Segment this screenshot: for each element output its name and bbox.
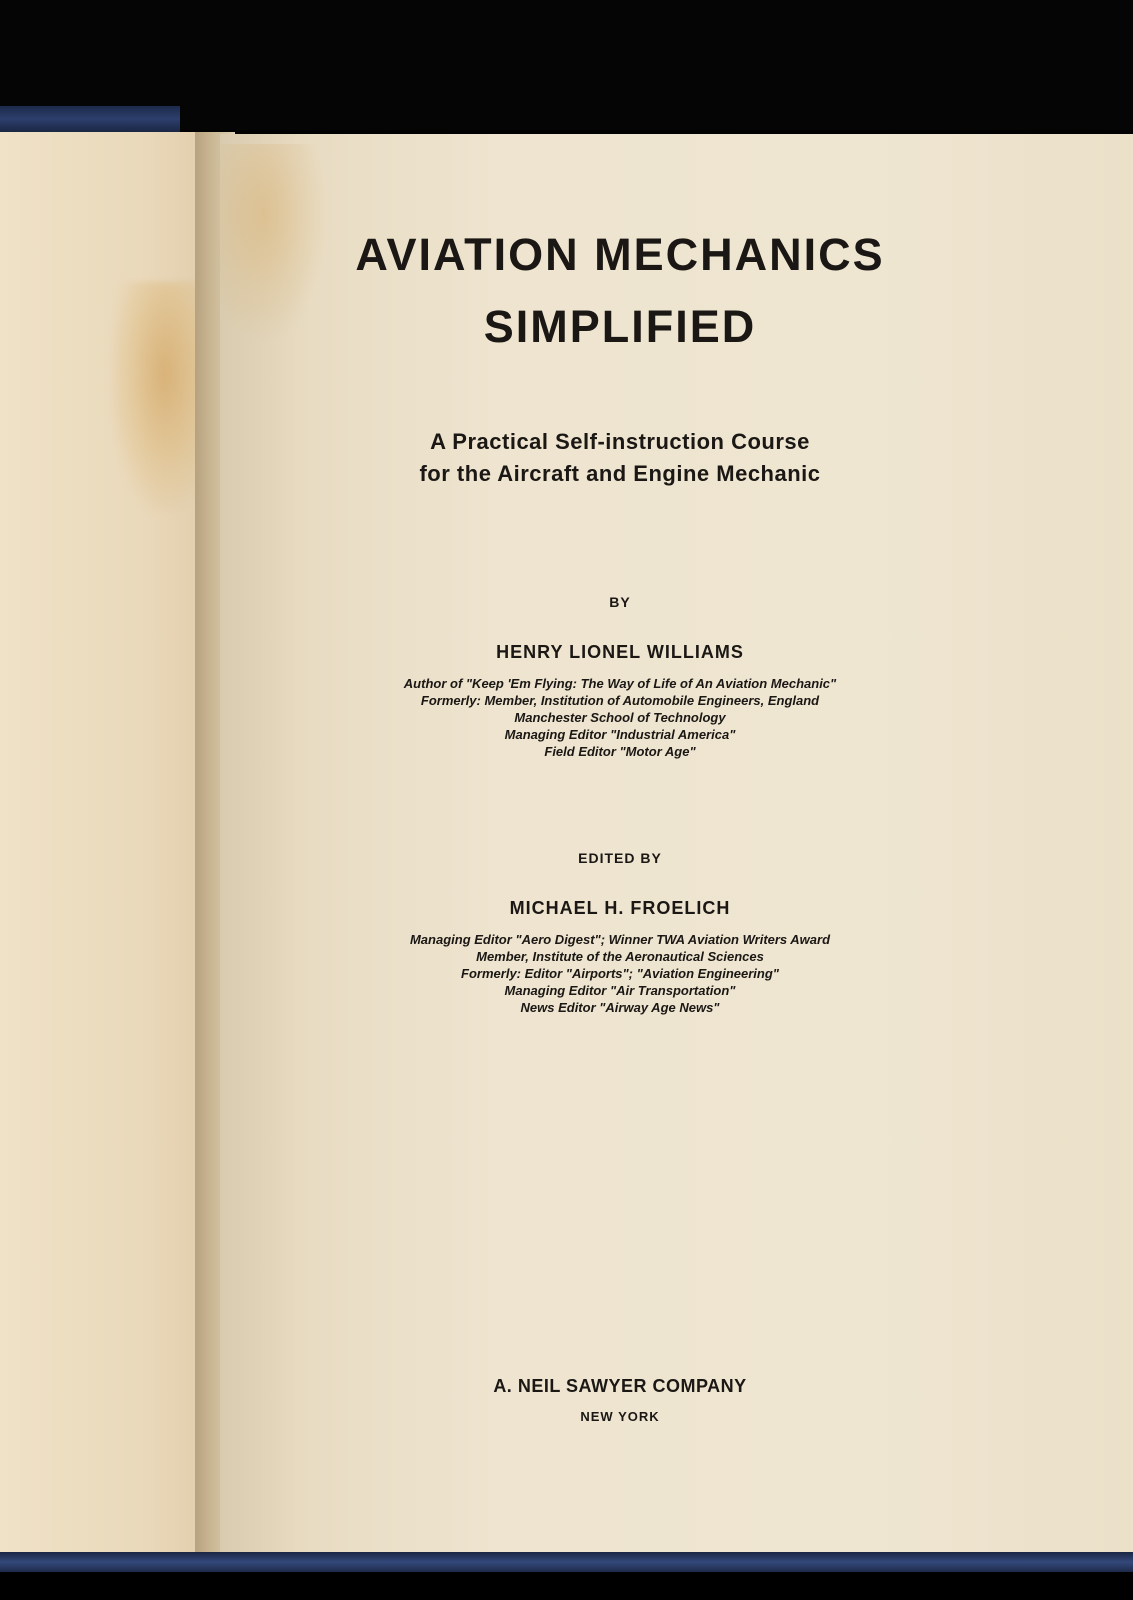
book-subtitle <box>330 426 910 490</box>
author-credential: Manchester School of Technology <box>514 710 726 725</box>
author-credential: Formerly: Member, Institution of Automobile Engineers, England <box>420 693 820 708</box>
title-line-2: SIMPLIFIED <box>483 301 757 352</box>
author-block <box>330 642 910 760</box>
editor-credential: Member, Institute of the Aeronautical Sciences <box>476 949 764 964</box>
edited-by-text: EDITED BY <box>578 850 662 866</box>
page-stain <box>220 144 330 344</box>
subtitle-line-1: A Practical Self-instruction Course <box>430 429 810 454</box>
author-name: HENRY LIONEL WILLIAMS <box>496 642 744 662</box>
editor-credentials <box>330 931 910 1016</box>
book-title <box>330 224 910 358</box>
author-credential: Managing Editor "Industrial America" <box>504 727 736 742</box>
editor-credential: Managing Editor "Aero Digest"; Winner TWA Aviation Writers Award <box>409 932 831 947</box>
title-page <box>220 134 1133 1552</box>
editor-credential: Managing Editor "Air Transportation" <box>504 983 736 998</box>
author-credential: Author of "Keep 'Em Flying: The Way of Life of An Aviation Mechanic" <box>403 676 837 691</box>
publisher-name: A. NEIL SAWYER COMPANY <box>493 1376 747 1396</box>
editor-block <box>330 898 910 1016</box>
publisher-city: NEW YORK <box>580 1409 660 1424</box>
by-label <box>330 594 910 612</box>
endpaper <box>0 132 200 1552</box>
author-credentials <box>330 675 910 760</box>
editor-name: MICHAEL H. FROELICH <box>509 898 731 918</box>
book-binding-bottom <box>0 1552 1133 1572</box>
by-text: BY <box>609 594 631 610</box>
editor-credential: Formerly: Editor "Airports"; "Aviation Engineering" <box>461 966 779 981</box>
author-credential: Field Editor "Motor Age" <box>544 744 696 759</box>
edited-by-label <box>330 850 910 868</box>
subtitle-line-2: for the Aircraft and Engine Mechanic <box>419 461 821 486</box>
water-stain <box>110 282 200 512</box>
title-line-1: AVIATION MECHANICS <box>355 229 885 280</box>
editor-credential: News Editor "Airway Age News" <box>520 1000 720 1015</box>
publisher-block <box>330 1376 910 1424</box>
book-binding-top <box>0 106 180 132</box>
